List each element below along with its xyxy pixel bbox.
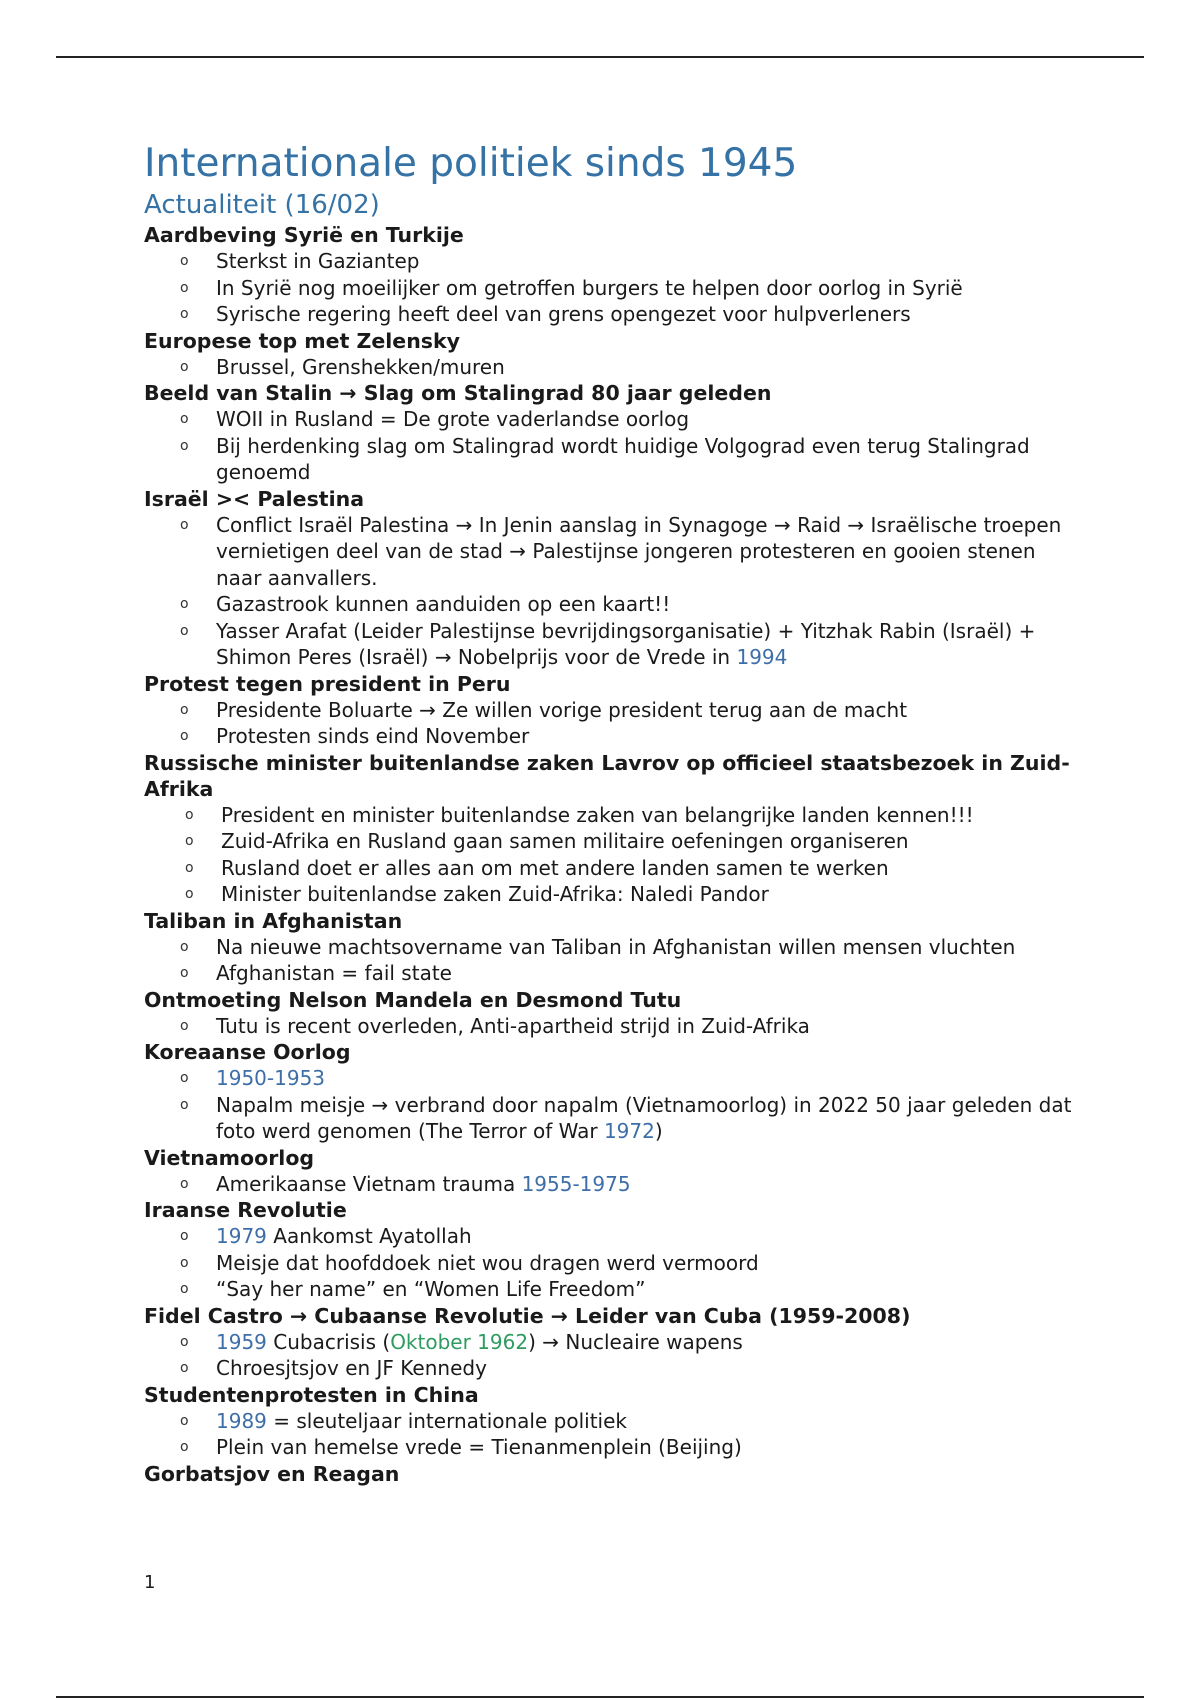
bullet-list xyxy=(144,248,1074,328)
list-item: o Gazastrook kunnen aanduiden op een kaart!! xyxy=(180,592,671,616)
list-item: o In Syrië nog moeilijker om getroffen burgers te helpen door oorlog in Syrië xyxy=(180,275,963,300)
bullet-icon: o xyxy=(180,596,189,612)
list-item xyxy=(144,1065,1074,1092)
bullet-list xyxy=(144,1171,1074,1198)
list-item: o Meisje dat hoofddoek niet wou dragen werd vermoord xyxy=(180,1250,759,1275)
bullet-icon: o xyxy=(180,1070,189,1086)
list-item: o Minister buitenlandse zaken Zuid-Afrika: Naledi Pandor xyxy=(185,882,769,906)
bullet-icon: o xyxy=(180,938,189,955)
list-item: o Protesten sinds eind November xyxy=(180,724,530,748)
section-heading: Koreaanse Oorlog xyxy=(144,1040,351,1064)
list-item: o “Say her name” en “Women Life Freedom” xyxy=(180,1277,646,1301)
list-item: o President en minister buitenlandse zaken van belangrijke landen kennen!!! xyxy=(185,802,974,827)
section-heading: Gorbatsjov en Reagan xyxy=(144,1461,400,1486)
bullet-list xyxy=(144,1408,1074,1461)
bullet-icon: o xyxy=(185,859,194,876)
section-heading: Aardbeving Syrië en Turkije xyxy=(144,223,464,247)
bullet-icon: o xyxy=(185,806,194,823)
bullet-icon: o xyxy=(180,965,189,981)
section-heading: Europese top met Zelensky xyxy=(144,328,460,353)
bullet-list xyxy=(144,1329,1074,1382)
list-item: o Rusland doet er alles aan om met andere landen samen te werken xyxy=(185,855,889,880)
section-heading: Studentenprotesten in China xyxy=(144,1382,479,1407)
section-heading: Russische minister buitenlandse zaken Lavrov op officieel staatsbezoek in Zuid-Afrika xyxy=(144,750,1070,801)
bullet-icon: o xyxy=(185,833,194,849)
list-item: o Plein van hemelse vrede = Tienanmenplein (Beijing) xyxy=(180,1435,742,1459)
section-heading: Taliban in Afghanistan xyxy=(144,908,403,933)
list-item: o Zuid-Afrika en Rusland gaan samen militaire oefeningen organiseren xyxy=(185,829,909,853)
bullet-icon: o xyxy=(180,1175,189,1192)
list-item: o Presidente Boluarte → Ze willen vorige president terug aan de macht xyxy=(180,697,908,722)
section-heading: Israël >< Palestina xyxy=(144,486,365,511)
bullet-icon: o xyxy=(180,253,189,269)
document-page xyxy=(144,140,1074,1487)
bullet-icon: o xyxy=(180,411,189,427)
bullet-icon: o xyxy=(180,622,189,639)
list-item: o Napalm meisje → verbrand door napalm (Vietnamoorlog) in 2022 50 jaar geleden dat foto werd genomen (The Terror of War 1972) xyxy=(180,1092,1072,1143)
list-item: o WOII in Rusland = De grote vaderlandse oorlog xyxy=(180,407,690,431)
section-heading: Beeld van Stalin → Slag om Stalingrad 80 jaar geleden xyxy=(144,381,772,405)
year-highlight: 1989 xyxy=(216,1408,267,1433)
bullet-list xyxy=(144,802,1074,908)
list-item: o 1959 Cubacrisis (Oktober 1962) → Nucleaire wapens xyxy=(180,1329,743,1354)
list-item: o Chroesjtsjov en JF Kennedy xyxy=(180,1356,487,1380)
bullet-icon: o xyxy=(180,1439,189,1455)
header-rule xyxy=(56,56,1144,58)
year-highlight: 1959 xyxy=(216,1329,267,1354)
list-item: o Brussel, Grenshekken/muren xyxy=(180,354,505,379)
list-item: o Bij herdenking slag om Stalingrad wordt huidige Volgograd even terug Stalingrad genoemd xyxy=(180,433,1030,484)
bullet-icon: o xyxy=(185,886,194,902)
bullet-icon: o xyxy=(180,1412,189,1429)
document-subtitle: Actualiteit (16/02) xyxy=(144,190,380,220)
bullet-icon: o xyxy=(180,1096,189,1113)
section-heading: Iraanse Revolutie xyxy=(144,1198,347,1222)
bullet-list xyxy=(144,1223,1074,1303)
footer-rule xyxy=(56,1696,1144,1698)
bullet-icon: o xyxy=(180,1254,189,1271)
bullet-list xyxy=(144,697,1074,750)
year-highlight: 1955-1975 xyxy=(521,1171,631,1196)
bullet-icon: o xyxy=(180,1360,189,1376)
date-highlight: Oktober 1962 xyxy=(390,1329,529,1354)
bullet-icon: o xyxy=(180,1228,189,1244)
list-item: o Tutu is recent overleden, Anti-apartheid strijd in Zuid-Afrika xyxy=(180,1013,810,1038)
document-title: Internationale politiek sinds 1945 xyxy=(144,141,798,186)
section-heading: Vietnamoorlog xyxy=(144,1145,315,1170)
bullet-icon: o xyxy=(180,1333,189,1350)
bullet-icon: o xyxy=(180,306,189,322)
bullet-list xyxy=(144,512,1074,671)
bullet-icon: o xyxy=(180,701,189,718)
list-item: o 1979 Aankomst Ayatollah xyxy=(180,1224,472,1248)
section-heading: Ontmoeting Nelson Mandela en Desmond Tutu xyxy=(144,987,682,1012)
list-item: o Afghanistan = fail state xyxy=(180,961,452,985)
list-item: o Conflict Israël Palestina → In Jenin aanslag in Synagoge → Raid → Israëlische troepen vernietigen deel van de stad → Palestijnse jongeren protesteren en gooien stenen naar aanvallers. xyxy=(180,512,1062,590)
section-heading: Protest tegen president in Peru xyxy=(144,671,511,696)
page-number: 1 xyxy=(144,1572,156,1593)
bullet-icon: o xyxy=(180,516,189,533)
list-item: o Amerikaanse Vietnam trauma 1955-1975 xyxy=(180,1171,631,1196)
list-item: o Sterkst in Gaziantep xyxy=(180,249,420,273)
bullet-list xyxy=(144,934,1074,987)
bullet-icon: o xyxy=(180,1281,189,1297)
year-highlight: 1950-1953 xyxy=(216,1066,326,1090)
list-item: o 1989 = sleuteljaar internationale politiek xyxy=(180,1408,627,1433)
bullet-list xyxy=(144,354,1074,381)
year-highlight: 1979 xyxy=(216,1224,267,1248)
year-highlight: 1994 xyxy=(736,645,788,669)
year-highlight: 1972 xyxy=(603,1119,655,1143)
bullet-list xyxy=(144,1065,1074,1145)
list-item: o Yasser Arafat (Leider Palestijnse bevrijdingsorganisatie) + Yitzhak Rabin (Israël) + Shimon Peres (Israël) → Nobelprijs voor de Vrede in 1994 xyxy=(180,618,1036,669)
bullet-icon: o xyxy=(180,279,189,296)
list-item: o Syrische regering heeft deel van grens opengezet voor hulpverleners xyxy=(180,302,911,326)
bullet-icon: o xyxy=(180,728,189,744)
bullet-icon: o xyxy=(180,437,189,454)
section-heading: Fidel Castro → Cubaanse Revolutie → Leider van Cuba (1959-2008) xyxy=(144,1303,911,1328)
bullet-icon: o xyxy=(180,358,189,375)
bullet-list xyxy=(144,1013,1074,1040)
bullet-list xyxy=(144,406,1074,486)
list-item: o Na nieuwe machtsovername van Taliban in Afghanistan willen mensen vluchten xyxy=(180,934,1016,959)
bullet-icon: o xyxy=(180,1017,189,1034)
